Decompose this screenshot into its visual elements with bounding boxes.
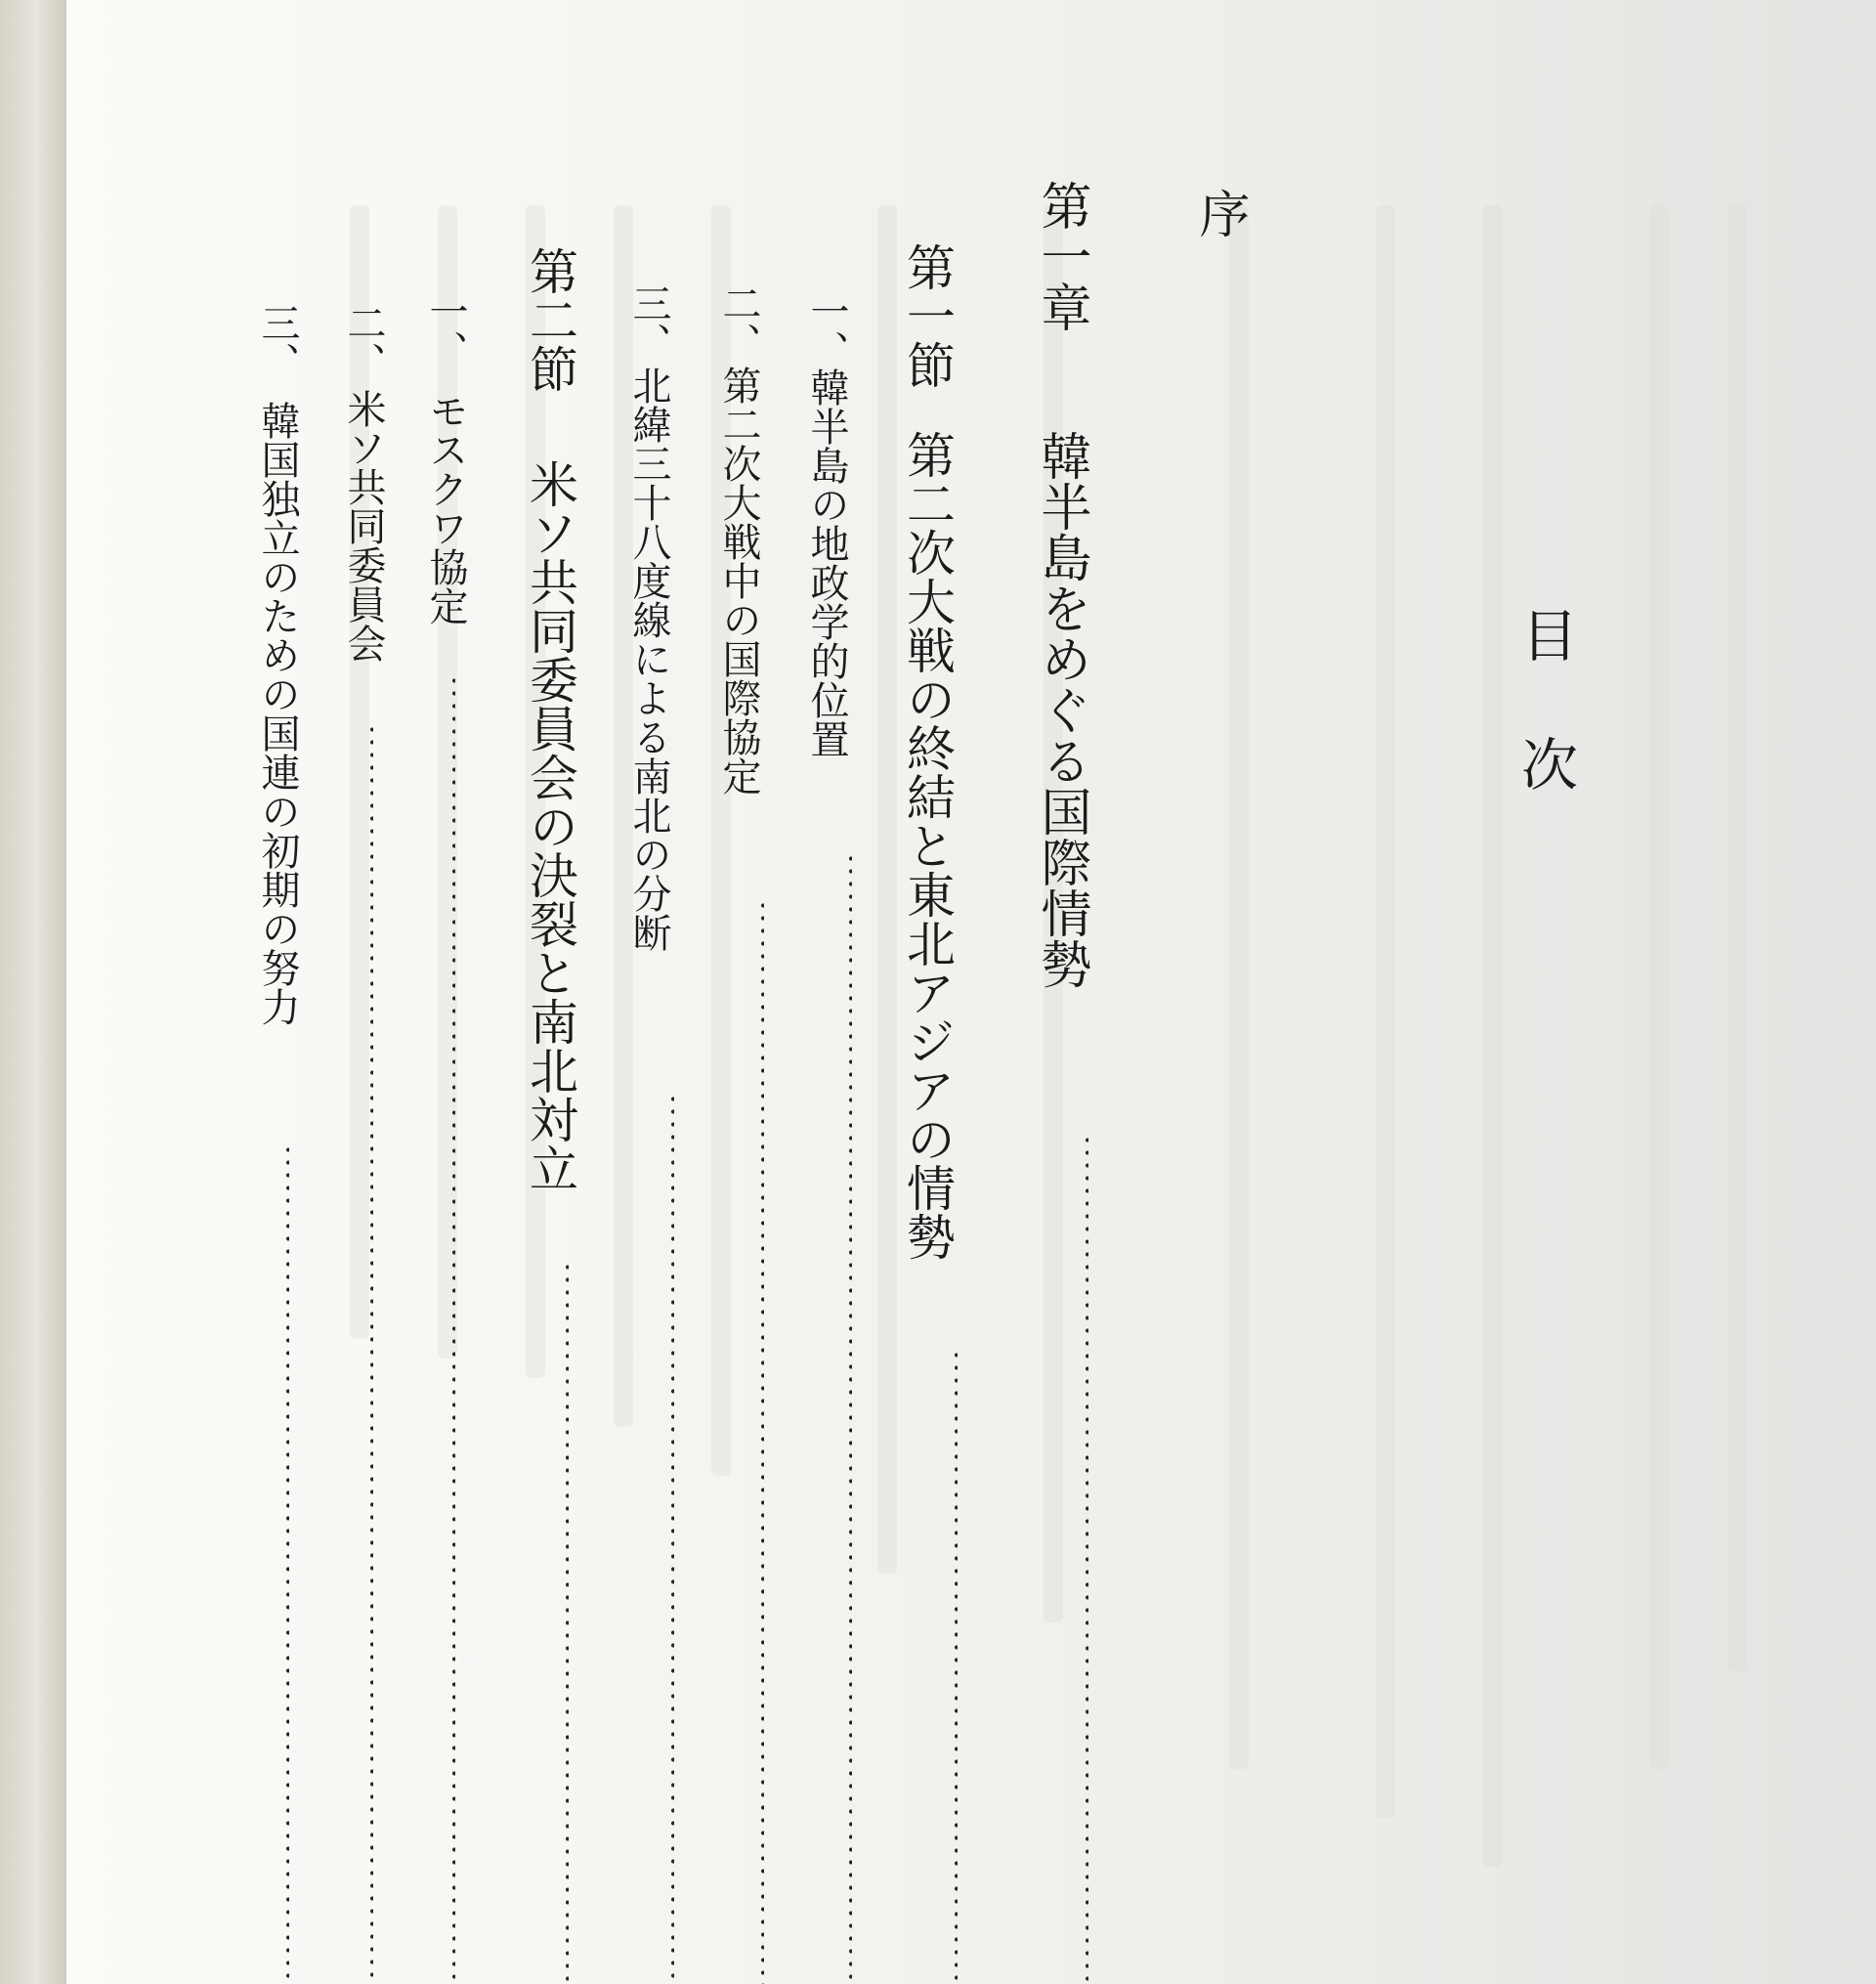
- section-number: 第一節: [899, 242, 956, 389]
- leader-dots: [565, 1261, 569, 1984]
- chapter-number: 第一章: [1032, 180, 1090, 332]
- leader-dots: [760, 899, 764, 1984]
- item-number: 一、: [423, 291, 468, 369]
- toc-page: [66, 0, 1876, 1984]
- section-title: 米ソ共同委員会の決裂と南北対立: [522, 459, 578, 1192]
- show-through: [1376, 205, 1395, 1818]
- item-title: 第二次大戦中の国際協定: [716, 366, 761, 796]
- leader-dots: [1085, 1134, 1088, 1984]
- item-number: 一、: [804, 291, 849, 369]
- leader-dots: [954, 1349, 958, 1984]
- show-through: [877, 205, 897, 1574]
- item-number: 二、: [341, 303, 386, 381]
- item-title: 北緯三十八度線による南北の分断: [626, 366, 671, 952]
- show-through: [1229, 205, 1249, 1769]
- show-through: [1483, 205, 1503, 1867]
- section-title: 第二次大戦の終結と東北アジアの情勢: [899, 430, 956, 1261]
- item-title: モスクワ協定: [423, 391, 468, 625]
- section-number: 第二節: [522, 246, 578, 393]
- item-title: 韓半島の地政学的位置: [804, 367, 849, 758]
- chapter-title: 韓半島をめぐる国際情勢: [1032, 430, 1090, 989]
- item-number: 三、: [255, 303, 300, 381]
- toc-title: 目次: [1512, 606, 1578, 864]
- facing-page-edge: [0, 0, 66, 1984]
- leader-dots: [451, 674, 455, 1984]
- leader-dots: [285, 1143, 289, 1984]
- preface-entry: 序: [1190, 188, 1249, 238]
- item-number: 二、: [716, 283, 761, 362]
- item-number: 三、: [626, 283, 671, 362]
- show-through: [1649, 205, 1669, 1769]
- show-through: [1727, 205, 1747, 1671]
- leader-dots: [670, 1093, 674, 1984]
- item-title: 米ソ共同委員会: [341, 389, 386, 663]
- leader-dots: [848, 852, 852, 1984]
- item-title: 韓国独立のための国連の初期の努力: [255, 401, 300, 1026]
- leader-dots: [369, 723, 373, 1984]
